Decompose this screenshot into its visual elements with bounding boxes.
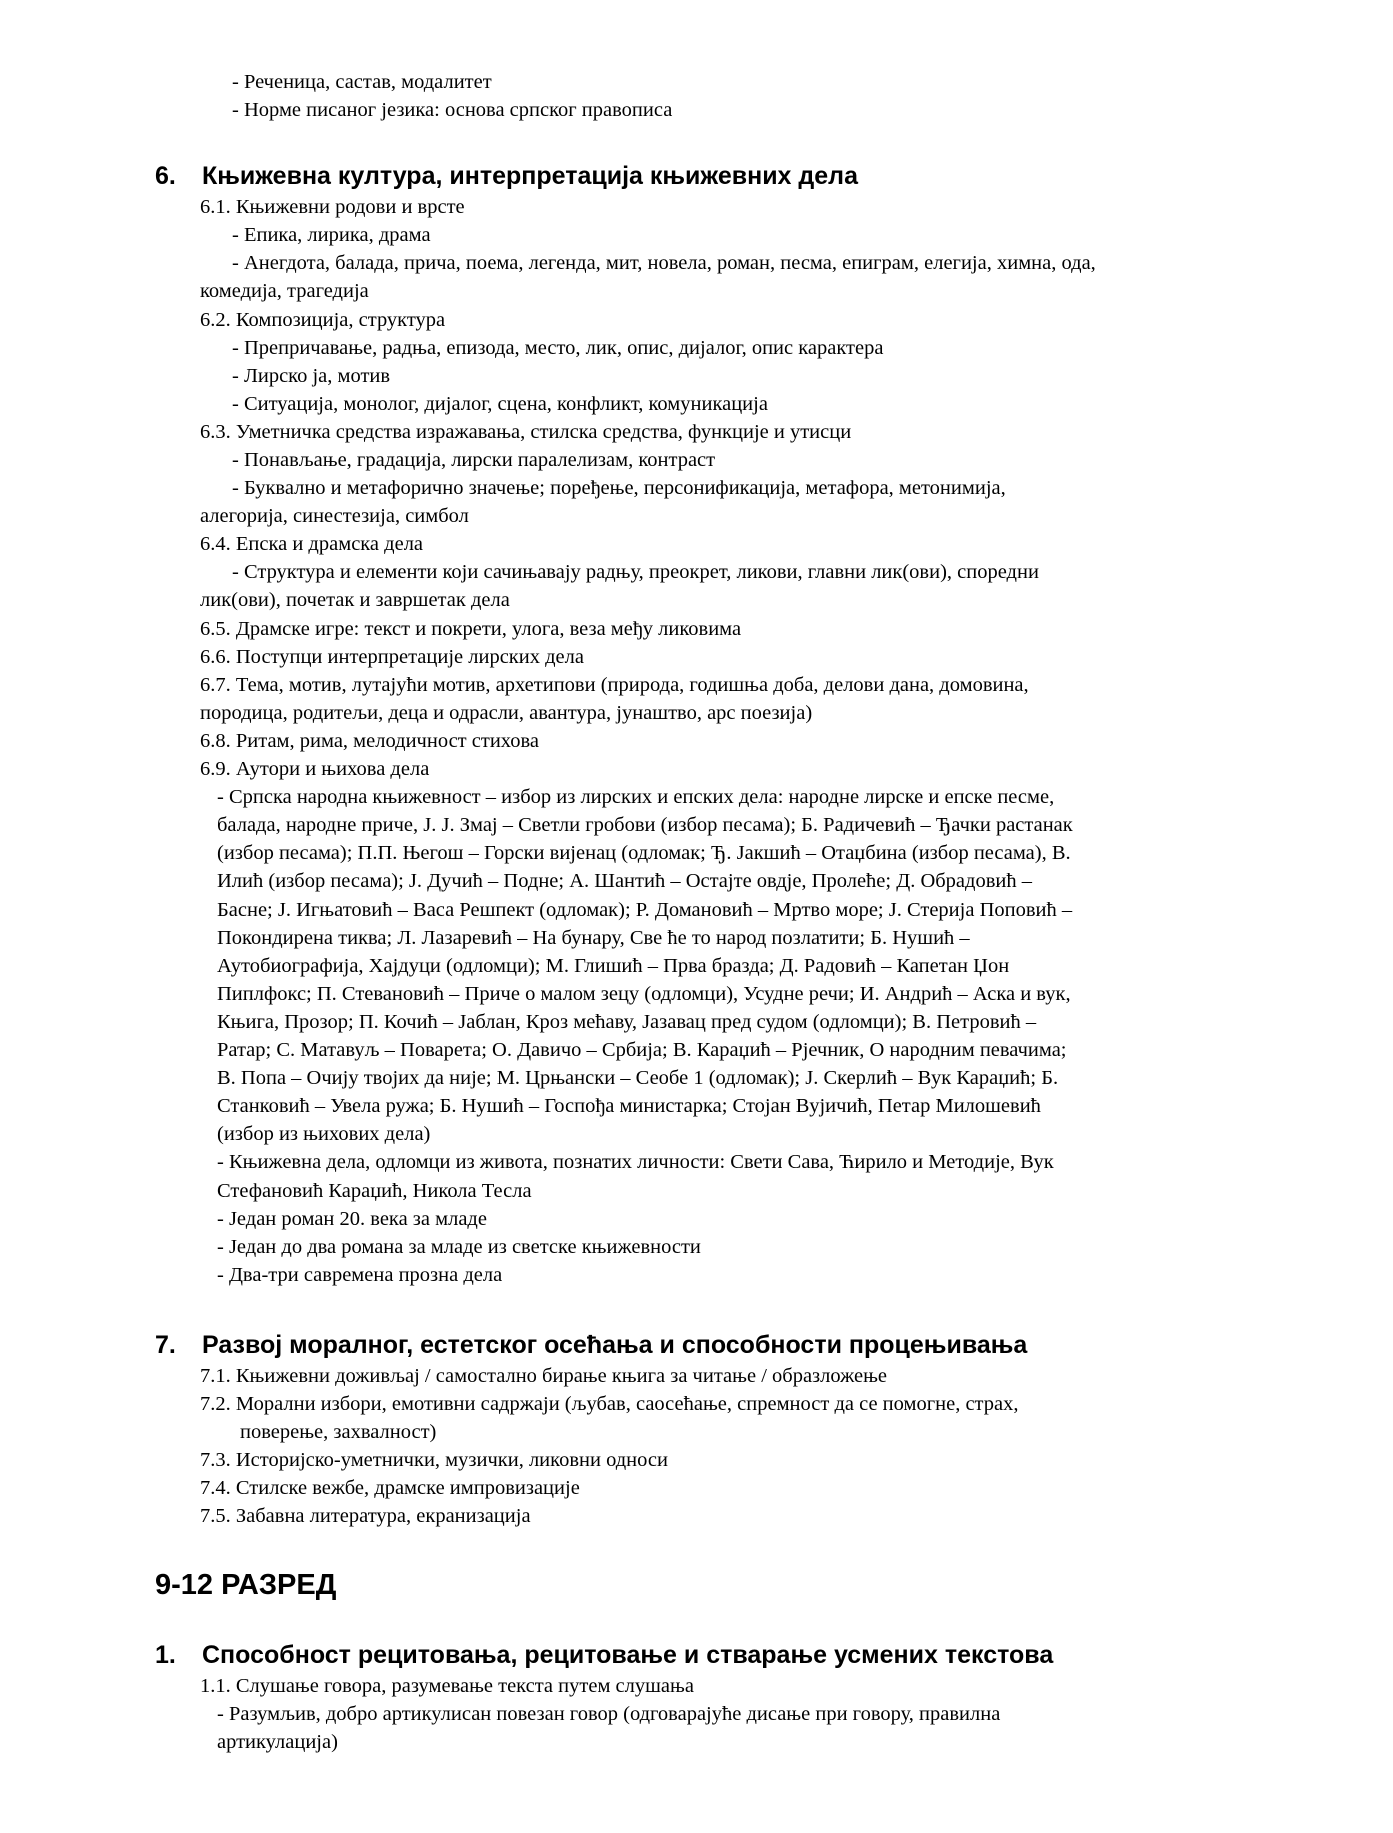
list-item: - Норме писаног језика: основа српског правописа <box>232 99 673 121</box>
subsection-heading: 6.5. Драмске игре: текст и покрети, улога, веза међу ликовима <box>200 618 742 640</box>
list-item-continued: комедија, трагедија <box>200 280 369 302</box>
list-item-continued: Станковић – Увела ружа; Б. Нушић – Госпођа министарка; Стојан Вујичић, Петар Милошевић <box>217 1095 1041 1117</box>
list-item: - Два-три савремена прозна дела <box>217 1264 503 1286</box>
section-number: 1. <box>155 1641 176 1669</box>
section-title: Развој моралног, естетског осећања и способности процењивања <box>202 1331 1028 1359</box>
list-item: - Један до два романа за младе из светске књижевности <box>217 1236 701 1258</box>
list-item: - Књижевна дела, одломци из живота, познатих личности: Свети Сава, Ћирило и Методије, Вук <box>217 1151 1054 1173</box>
section-number: 7. <box>155 1331 176 1359</box>
list-item-continued: Књига, Прозор; П. Кочић – Јаблан, Кроз мећаву, Јазавац пред судом (одломци); В. Петровић – <box>217 1011 1037 1033</box>
list-item: - Лирско ја, мотив <box>232 365 391 387</box>
subsection-heading: 6.8. Ритам, рима, мелодичност стихова <box>200 730 540 752</box>
list-item-continued: Аутобиографија, Хајдуци (одломци); М. Глишић – Прва бразда; Д. Радовић – Капетан Џон <box>217 955 1010 977</box>
grade-heading: 9-12 РАЗРЕД <box>155 1569 337 1601</box>
list-item-continued: Стефановић Караџић, Никола Тесла <box>217 1180 532 1202</box>
list-item: - Препричавање, радња, епизода, место, лик, опис, дијалог, опис карактера <box>232 337 884 359</box>
section-title: Књижевна култура, интерпретација књижевних дела <box>202 162 858 190</box>
list-item: - Разумљив, добро артикулисан повезан говор (одговарајуће дисање при говору, правилна <box>217 1703 1001 1725</box>
subsection-heading: 6.6. Поступци интерпретације лирских дела <box>200 646 584 668</box>
subsection-heading: 6.4. Епска и драмска дела <box>200 533 424 555</box>
subsection-heading: 7.3. Историјско-уметнички, музички, ликовни односи <box>200 1449 668 1471</box>
subsection-heading: 6.3. Уметничка средства изражавања, стилска средства, функције и утисци <box>200 421 852 443</box>
list-item: - Ситуација, монолог, дијалог, сцена, конфликт, комуникација <box>232 393 768 415</box>
list-item-continued: поверење, захвалност) <box>240 1421 437 1443</box>
list-item: - Један роман 20. века за младе <box>217 1208 487 1230</box>
list-item-continued: алегорија, синестезија, симбол <box>200 505 469 527</box>
list-item: - Структура и елементи који сачињавају радњу, преокрет, ликови, главни лик(ови), споредни <box>232 561 1039 583</box>
list-item: - Буквално и метафорично значење; поређење, персонификација, метафора, метонимија, <box>232 477 1006 499</box>
list-item: - Понављање, градација, лирски паралелизам, контраст <box>232 449 716 471</box>
subsection-heading: 7.4. Стилске вежбе, драмске импровизације <box>200 1477 580 1499</box>
list-item-continued: балада, народне приче, Ј. Ј. Змај – Светли гробови (избор песама); Б. Радичевић – Ђачки растанак <box>217 814 1073 836</box>
section-number: 6. <box>155 162 176 190</box>
list-item-continued: (избор из њихових дела) <box>217 1123 431 1145</box>
subsection-heading: 7.1. Књижевни доживљај / самостално бирање књига за читање / образложење <box>200 1365 888 1387</box>
subsection-heading: 6.9. Аутори и њихова дела <box>200 758 430 780</box>
list-item: - Српска народна књижевност – избор из лирских и епских дела: народне лирске и епске песме, <box>217 786 1055 808</box>
subsection-heading: 6.2. Композиција, структура <box>200 309 446 331</box>
subsection-heading: 1.1. Слушање говора, разумевање текста путем слушања <box>200 1675 694 1697</box>
list-item-continued: Илић (избор песама); Ј. Дучић – Подне; А. Шантић – Остајте овдје, Пролеће; Д. Обрадовић – <box>217 870 1032 892</box>
list-item-continued: лик(ови), почетак и завршетак дела <box>200 589 510 611</box>
list-item: - Епика, лирика, драма <box>232 224 431 246</box>
section-title: Способност рецитовања, рецитовање и стварање усмених текстова <box>202 1641 1054 1669</box>
list-item-continued: Покондирена тиква; Л. Лазаревић – На бунару, Све ће то народ позлатити; Б. Нушић – <box>217 927 970 949</box>
list-item: - Реченица, састав, модалитет <box>232 71 492 93</box>
subsection-heading: 6.1. Књижевни родови и врсте <box>200 196 465 218</box>
list-item: - Анегдота, балада, прича, поема, легенда, мит, новела, роман, песма, епиграм, елегија, химна, ода, <box>232 252 1096 274</box>
subsection-heading: 7.5. Забавна литература, екранизација <box>200 1505 531 1527</box>
list-item-continued: Пиплфокс; П. Стевановић – Приче о малом зецу (одломци), Усудне речи; И. Андрић – Аска и вук, <box>217 983 1071 1005</box>
list-item-continued: артикулација) <box>217 1731 338 1753</box>
list-item-continued: Басне; Ј. Игњатовић – Васа Решпект (одломак); Р. Домановић – Мртво море; Ј. Стерија Поповић – <box>217 899 1073 921</box>
subsection-heading: 6.7. Тема, мотив, лутајући мотив, архетипови (природа, годишња доба, делови дана, домовина, <box>200 674 1029 696</box>
list-item-continued: (избор песама); П.П. Његош – Горски вијенац (одломак; Ђ. Јакшић – Отаџбина (избор песама), В. <box>217 842 1071 864</box>
list-item-continued: породица, родитељи, деца и одрасли, авантура, јунаштво, арс поезија) <box>200 702 813 724</box>
subsection-heading: 7.2. Морални избори, емотивни садржаји (љубав, саосећање, спремност да се помогне, страх, <box>200 1393 1019 1415</box>
list-item-continued: В. Попа – Очију твојих да није; М. Црњански – Сеобе 1 (одломак); Ј. Скерлић – Вук Караџић; Б. <box>217 1067 1059 1089</box>
list-item-continued: Ратар; С. Матавуљ – Поварета; О. Давичо – Србија; В. Караџић – Рјечник, О народним певачима; <box>217 1039 1067 1061</box>
